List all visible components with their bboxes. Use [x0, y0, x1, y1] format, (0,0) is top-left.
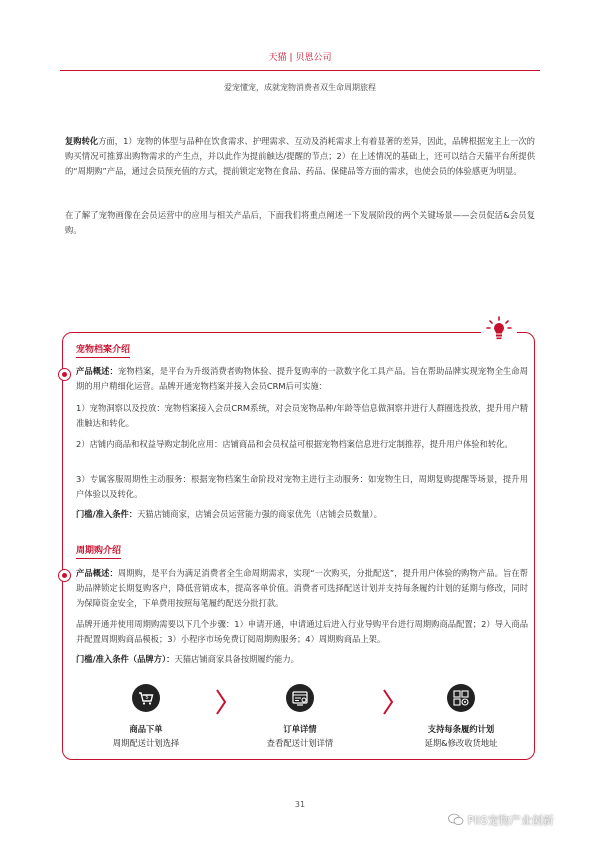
svg-text:$: $	[145, 694, 149, 701]
bullet-dot-icon	[58, 368, 71, 381]
subscription-steps: 品牌开通并使用周期购需要以下几个步骤：1）申请开通，申请通过后进入行业导购平台进行周期购商品配置；2）导入商品并配置周期购商品模板；3）小程序市场免费订阅周期购服务；4）周期购商品上架。	[76, 619, 528, 644]
section-title-pet-profile: 宠物档案介绍	[76, 342, 130, 355]
subscription-threshold: 门槛/准入条件（品牌方）：天猫店铺商家具备按期履约能力。	[76, 654, 299, 664]
subscription-overview: 产品概述：周期购，是平台为满足消费者全生命周期需求，实现“一次购买，分批配送”，提升用户体验的购物产品。旨在帮助品牌锁定长期复购客户，降低营销成本，提高客单价值。消费者可选择配送计划并支持每条履约计划的延期与修改，同时为保障资金安全，下单费用按照每笔履约配送分批打款。	[76, 568, 528, 608]
cart-dollar-icon	[132, 684, 160, 712]
bullet-dot-icon	[58, 569, 71, 582]
intro-paragraph-1	[65, 134, 535, 179]
delivery-settings-icon	[447, 684, 475, 712]
watermark: PIIS宠物产业创新	[448, 812, 554, 829]
header-rule	[60, 70, 540, 71]
flow-step-fulfillment: 支持每条履约计划 延期&修改收货地址	[424, 724, 498, 748]
chevron-right-icon	[214, 687, 228, 717]
brand-tmall: 天猫	[268, 53, 287, 63]
pet-profile-overview: 产品概述：宠物档案，是平台为升级消费者购物体验、提升复购率的一款数字化工具产品。旨在帮助品牌实现宠物全生命周期的用户精细化运营。品牌开通宠物档案并接入会员CRM后可实施：	[76, 366, 528, 391]
intro-p1-text: 方面，1）宠物的体型与品种在饮食需求、护理需求、互动及消耗需求上有着显著的差异，因此，品牌根据宠主上一次的购买情况可推算出购物需求的产生点，并以此作为提前触达/提醒的节点；2）在上述情况的基础上，还可以结合天猫平台所提供的“周期购”产品，通过会员预充值的方式，提前锁定宠物在食品、药品、保健品等方面的需求，也使会员的体验感更为明显。	[65, 136, 535, 176]
wechat-icon	[448, 813, 464, 829]
pet-profile-item-2: 2）店铺内商品和权益导购定制化应用：店铺商品和会员权益可根据宠物档案信息进行定制推荐，提升用户体验和转化。	[76, 439, 513, 449]
pet-profile-threshold: 门槛/准入条件：天猫店铺商家，店铺会员运营能力强的商家优先（店铺会员数量）。	[76, 509, 382, 519]
brand-bain: 贝恩公司	[295, 53, 332, 63]
pet-profile-item-1: 1）宠物洞察以及投放：宠物档案接入会员CRM系统，对会员宠物品种/年龄等信息做洞察并进行人群圈选投放，提升用户精准触达和转化。	[76, 403, 528, 428]
page-number: 31	[294, 800, 306, 809]
intro-lead: 复购转化	[65, 136, 99, 146]
lightbulb-icon	[481, 312, 517, 348]
flow-step-order: 商品下单 周期配送计划选择	[112, 724, 180, 748]
intro-paragraph-2: 在了解了宠物画像在会员运营中的应用与相关产品后，下面我们将重点阐述一下发展阶段的两个关键场景——会员促活&会员复购。	[65, 210, 535, 235]
page-header	[0, 50, 600, 63]
section-title-subscription: 周期购介绍	[76, 543, 121, 556]
order-detail-icon	[286, 684, 314, 712]
flow-step-order-detail: 订单详情 查看配送计划详情	[266, 724, 334, 748]
header-separator: |	[289, 53, 293, 63]
pet-profile-item-3: 3）专属客服周期性主动服务：根据宠物档案生命阶段对宠物主进行主动服务：如宠物生日，周期复购提醒等场景，提升用户体验以及转化。	[76, 474, 528, 499]
report-subtitle: 爱宠懂宠，成就宠物消费者双生命周期旅程	[224, 83, 376, 92]
chevron-right-icon	[381, 687, 395, 717]
